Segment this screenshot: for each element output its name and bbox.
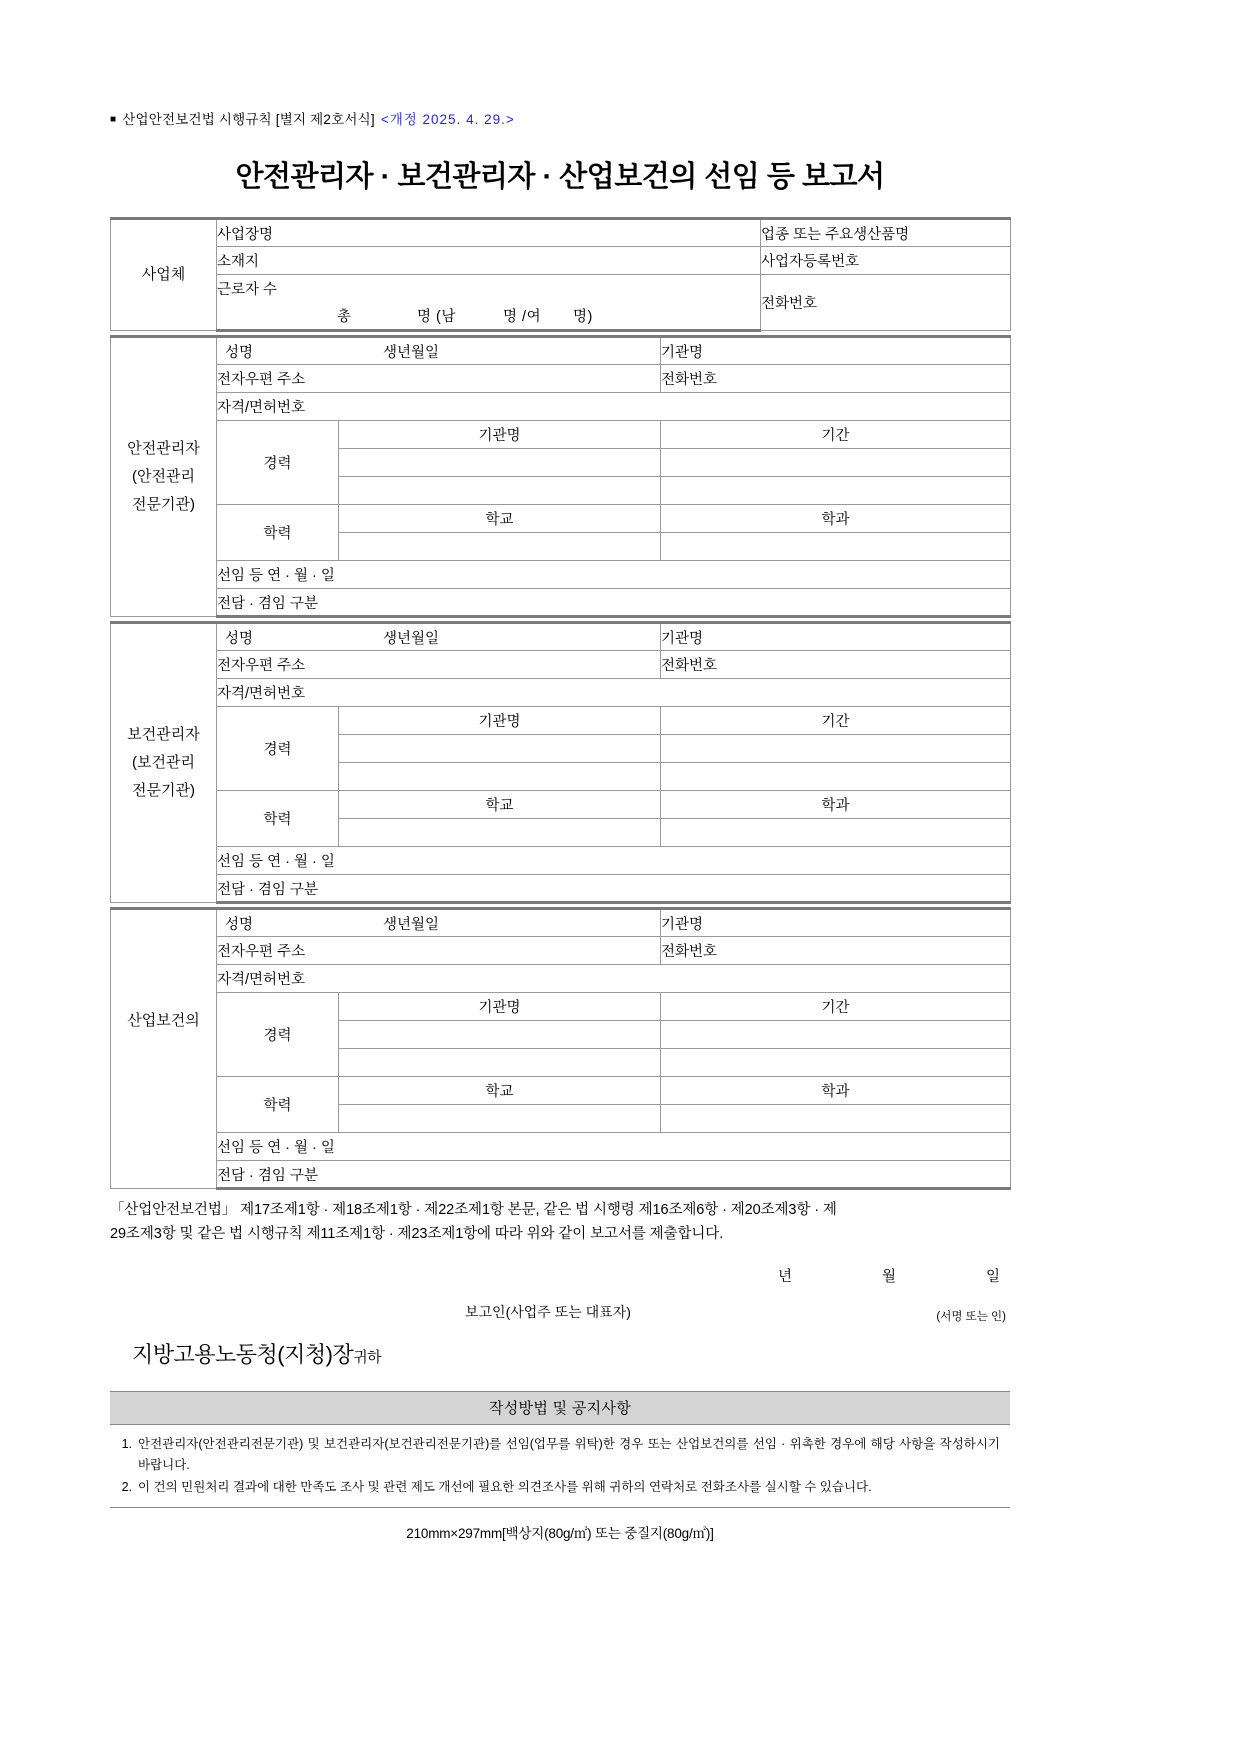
- table-row: [111, 679, 1011, 707]
- career-entry-org-1[interactable]: [339, 735, 661, 763]
- label-license-no: 자격/면허번호: [217, 679, 1011, 707]
- label-education: 학력: [217, 791, 339, 847]
- signature-row: [110, 1302, 1010, 1328]
- table-row: [111, 623, 1011, 651]
- health-manager-label-line-1: 보건관리자: [127, 726, 200, 744]
- notice-item-text: 이 건의 민원처리 결과에 대한 만족도 조사 및 관련 제도 개선에 필요한 의견조사를 위해 귀하의 연락처로 전화조사를 실시할 수 있습니다.: [138, 1479, 872, 1494]
- safety-manager-label-line-2: (안전관리: [132, 468, 195, 486]
- career-entry-period-2[interactable]: [661, 763, 1011, 791]
- health-manager-label: [111, 623, 217, 903]
- worker-count-entry: [217, 303, 761, 331]
- reporter-label: 보고인(사업주 또는 대표자): [465, 1303, 631, 1320]
- table-row: [111, 875, 1011, 903]
- label-school: 학교: [339, 791, 661, 819]
- label-major: 학과: [661, 505, 1011, 533]
- label-career-org: 기관명: [339, 707, 661, 735]
- label-birthdate: 생년월일: [383, 630, 440, 647]
- law-reference: 산업안전보건법 시행규칙 [별지 제2호서식]: [122, 112, 375, 127]
- notice-item-number: 2.: [121, 1479, 132, 1494]
- label-license-no: 자격/면허번호: [217, 965, 1011, 993]
- table-row: [111, 1077, 1011, 1105]
- safety-manager-table: [110, 335, 1011, 618]
- worker-total-unit: 명 (남: [417, 309, 456, 326]
- label-school: 학교: [339, 1077, 661, 1105]
- label-org-name: 기관명: [661, 337, 1011, 365]
- notice-item: [116, 1434, 1000, 1477]
- occupational-physician-table: [110, 907, 1011, 1190]
- notice-item-text: 안전관리자(안전관리전문기관) 및 보건관리자(보건관리전문기관)를 선임(업무를 위탁)한 경우 또는 산업보건의를 선임 · 위촉한 경우에 해당 사항을 작성하시기 바랍니다.: [138, 1436, 1000, 1473]
- career-entry-period-1[interactable]: [661, 735, 1011, 763]
- table-row: [111, 561, 1011, 589]
- document-header: [110, 0, 1010, 128]
- occupational-physician-label-line-3: [111, 1063, 216, 1091]
- education-entry-school[interactable]: [339, 533, 661, 561]
- business-table: [110, 217, 1011, 332]
- label-school: 학교: [339, 505, 661, 533]
- occupational-physician-label-line-2: [111, 1035, 216, 1063]
- field-label-workplace-name: 사업장명: [217, 219, 761, 247]
- table-row: [111, 707, 1011, 735]
- date-day-label: 일: [985, 1268, 1000, 1285]
- career-entry-org-1[interactable]: [339, 449, 661, 477]
- worker-male-unit: 명 /여: [503, 309, 542, 326]
- table-row: [111, 421, 1011, 449]
- label-email: 전자우편 주소: [217, 651, 661, 679]
- label-license-no: 자격/면허번호: [217, 393, 1011, 421]
- notice-body: [110, 1425, 1010, 1509]
- recipient-office: 지방고용노동청(지청)장: [132, 1341, 354, 1367]
- worker-total-label: 총: [337, 309, 352, 326]
- table-row: [111, 589, 1011, 617]
- revision-note: <개정 2025. 4. 29.>: [380, 112, 515, 127]
- person-sections: [110, 335, 1010, 1190]
- career-entry-org-2[interactable]: [339, 763, 661, 791]
- label-appointment-date: 선임 등 연 · 월 · 일: [217, 847, 1011, 875]
- label-email: 전자우편 주소: [217, 365, 661, 393]
- label-phone: 전화번호: [661, 937, 1011, 965]
- health-manager-table: [110, 621, 1011, 904]
- label-name: 성명: [225, 344, 254, 361]
- label-career-period: 기간: [661, 421, 1011, 449]
- label-duty-type: 전담 · 겸임 구분: [217, 875, 1011, 903]
- label-appointment-date: 선임 등 연 · 월 · 일: [217, 561, 1011, 589]
- legal-line-2: 29조제3항 및 같은 법 시행규칙 제11조제1항 · 제23조제1항에 따라 위와 같이 보고서를 제출합니다.: [110, 1225, 724, 1242]
- education-entry-school[interactable]: [339, 1105, 661, 1133]
- education-entry-major[interactable]: [661, 533, 1011, 561]
- signature-note: (서명 또는 인): [936, 1310, 1006, 1323]
- table-row: [111, 1133, 1011, 1161]
- notice-item-number: 1.: [121, 1436, 132, 1451]
- table-row: [111, 965, 1011, 993]
- label-duty-type: 전담 · 겸임 구분: [217, 589, 1011, 617]
- table-row: [111, 791, 1011, 819]
- table-row: [111, 505, 1011, 533]
- field-label-business-reg-no: 사업자등록번호: [761, 247, 1011, 275]
- label-birthdate: 생년월일: [383, 344, 440, 361]
- label-name: 성명: [225, 630, 254, 647]
- field-label-worker-count: 근로자 수: [217, 275, 761, 303]
- occupational-physician-label: [111, 909, 217, 1189]
- notice-item: [116, 1477, 1000, 1499]
- table-row: [111, 993, 1011, 1021]
- worker-female-unit: 명): [573, 309, 593, 326]
- label-education: 학력: [217, 1077, 339, 1133]
- label-career-org: 기관명: [339, 993, 661, 1021]
- recipient-line: [132, 1338, 1010, 1369]
- field-label-location: 소재지: [217, 247, 761, 275]
- label-phone: 전화번호: [661, 365, 1011, 393]
- business-section-label: 사업체: [111, 219, 217, 331]
- label-email: 전자우편 주소: [217, 937, 661, 965]
- table-row: [111, 937, 1011, 965]
- career-entry-period-1[interactable]: [661, 449, 1011, 477]
- label-career: 경력: [217, 707, 339, 791]
- label-major: 학과: [661, 1077, 1011, 1105]
- label-major: 학과: [661, 791, 1011, 819]
- table-row: [111, 275, 1011, 303]
- label-birthdate: 생년월일: [383, 916, 440, 933]
- label-phone: 전화번호: [661, 651, 1011, 679]
- table-row: [111, 847, 1011, 875]
- label-appointment-date: 선임 등 연 · 월 · 일: [217, 1133, 1011, 1161]
- label-name: 성명: [225, 916, 254, 933]
- health-manager-name-row: [217, 623, 661, 651]
- career-entry-org-1[interactable]: [339, 1021, 661, 1049]
- education-entry-school[interactable]: [339, 819, 661, 847]
- legal-line-1: 「산업안전보건법」 제17조제1항 · 제18조제1항 · 제22조제1항 본문, 같은 법 시행령 제16조제6항 · 제20조제3항 · 제: [110, 1202, 837, 1218]
- table-row: [111, 651, 1011, 679]
- paper-size-note: 210mm×297mm[백상지(80g/㎡) 또는 중질지(80g/㎡)]: [406, 1526, 714, 1542]
- field-label-phone: 전화번호: [761, 275, 1011, 331]
- date-year-label: 년: [777, 1268, 792, 1285]
- form-page: [110, 0, 1010, 1542]
- occupational-physician-label-line-1: 산업보건의: [127, 1012, 200, 1030]
- label-education: 학력: [217, 505, 339, 561]
- date-month-label: 월: [881, 1268, 896, 1285]
- legal-statement: [110, 1199, 1010, 1247]
- education-entry-major[interactable]: [661, 1105, 1011, 1133]
- table-row: [111, 909, 1011, 937]
- field-label-industry-type: 업종 또는 주요생산품명: [761, 219, 1011, 247]
- table-row: [111, 219, 1011, 247]
- date-line: [110, 1265, 1010, 1286]
- education-entry-major[interactable]: [661, 819, 1011, 847]
- career-entry-org-2[interactable]: [339, 477, 661, 505]
- table-row: [111, 393, 1011, 421]
- table-row: [111, 337, 1011, 365]
- recipient-honorific: 귀하: [353, 1348, 382, 1366]
- table-row: [111, 365, 1011, 393]
- notice-heading: 작성방법 및 공지사항: [110, 1391, 1010, 1425]
- table-row: [111, 1161, 1011, 1189]
- safety-manager-label-line-1: 안전관리자: [127, 440, 200, 458]
- label-career: 경력: [217, 993, 339, 1077]
- career-entry-period-2[interactable]: [661, 1049, 1011, 1077]
- label-career-period: 기간: [661, 993, 1011, 1021]
- label-org-name: 기관명: [661, 909, 1011, 937]
- bullet-square-icon: ■: [110, 114, 117, 125]
- table-row: [111, 247, 1011, 275]
- safety-manager-label: [111, 337, 217, 617]
- label-duty-type: 전담 · 겸임 구분: [217, 1161, 1011, 1189]
- label-career-org: 기관명: [339, 421, 661, 449]
- label-career: 경력: [217, 421, 339, 505]
- page-title: 안전관리자 · 보건관리자 · 산업보건의 선임 등 보고서: [235, 161, 885, 193]
- safety-manager-name-row: [217, 337, 661, 365]
- career-entry-org-2[interactable]: [339, 1049, 661, 1077]
- occupational-physician-name-row: [217, 909, 661, 937]
- health-manager-label-line-3: 전문기관): [132, 781, 195, 799]
- safety-manager-label-line-3: 전문기관): [132, 495, 195, 513]
- health-manager-label-line-2: (보건관리: [132, 754, 195, 772]
- label-career-period: 기간: [661, 707, 1011, 735]
- career-entry-period-1[interactable]: [661, 1021, 1011, 1049]
- career-entry-period-2[interactable]: [661, 477, 1011, 505]
- label-org-name: 기관명: [661, 623, 1011, 651]
